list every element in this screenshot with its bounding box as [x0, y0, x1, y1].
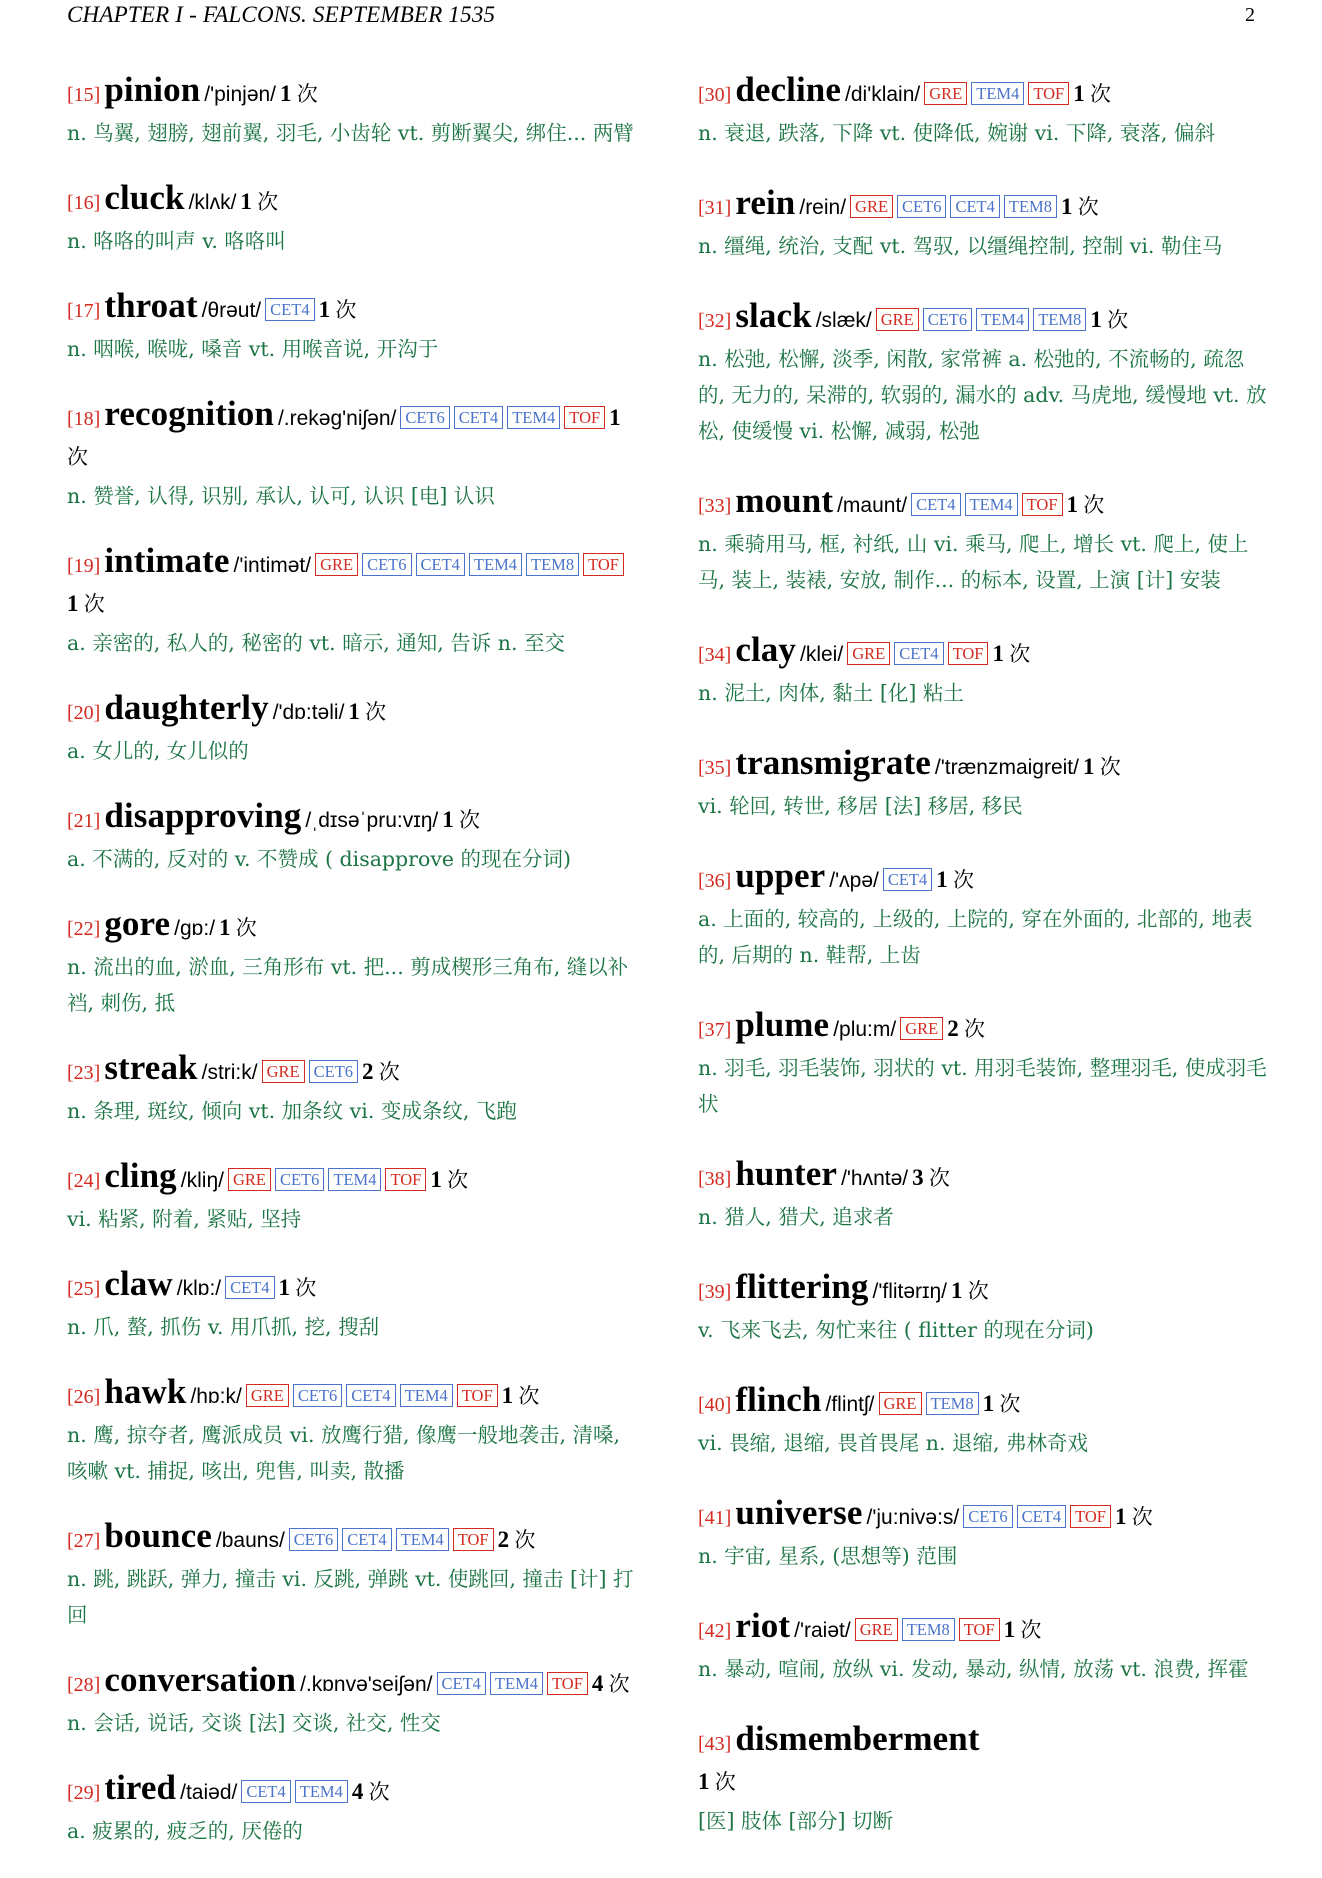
entry-headline	[67, 906, 639, 949]
entry-phonetic: /bauns/	[215, 1529, 285, 1552]
entry-phonetic: /klei/	[800, 643, 844, 666]
occurrence-number: 1	[240, 189, 252, 214]
entry-headline	[698, 745, 1270, 788]
page-header	[67, 0, 1255, 30]
entry-word: disapproving	[104, 796, 302, 835]
entry-definition: n. 羽毛, 羽毛装饰, 羽状的 vt. 用羽毛装饰, 整理羽毛, 使成羽毛状	[698, 1056, 1267, 1116]
exam-tag-tem4: TEM4	[469, 553, 522, 576]
exam-tag-gre: GRE	[850, 195, 893, 218]
entry-word: cling	[104, 1156, 177, 1195]
vocab-entry	[698, 298, 1270, 449]
entry-headline	[698, 1721, 1270, 1803]
entry-phonetic: /'hʌntə/	[841, 1167, 909, 1190]
entry-headline	[698, 72, 1270, 115]
vocab-entry	[67, 798, 639, 877]
entry-word: slack	[735, 296, 812, 335]
exam-tag-gre: GRE	[315, 553, 358, 576]
exam-tag-cet6: CET6	[293, 1384, 342, 1407]
occurrence-count: 1 次	[67, 591, 105, 616]
exam-tag-tem8: TEM8	[926, 1392, 979, 1415]
occurrence-number: 1	[318, 297, 331, 322]
exam-tag-cet6: CET6	[923, 308, 972, 331]
occurrence-count: 1 次	[430, 1167, 469, 1192]
exam-tag-tem8: TEM8	[1004, 195, 1057, 218]
entry-index: [35]	[698, 757, 732, 779]
entry-phonetic: /'ʌpə/	[829, 869, 879, 892]
exam-tag-tem4: TEM4	[965, 493, 1018, 516]
exam-tag-gre: GRE	[246, 1384, 289, 1407]
entry-word: recognition	[104, 394, 274, 433]
exam-tag-cet4: CET4	[416, 553, 465, 576]
entry-word: intimate	[104, 541, 230, 580]
vocab-entry	[698, 745, 1270, 824]
entry-definition: a. 不满的, 反对的 v. 不赞成 ( disapprove 的现在分词)	[67, 847, 572, 871]
occurrence-number: 1	[1003, 1617, 1016, 1642]
entry-headline	[67, 690, 639, 733]
exam-tag-gre: GRE	[847, 642, 890, 665]
exam-tag-cet4: CET4	[883, 868, 932, 891]
vocab-entry	[67, 1158, 639, 1237]
entry-index: [33]	[698, 495, 732, 517]
entry-index: [32]	[698, 310, 732, 332]
entry-phonetic: /stri:k/	[201, 1061, 258, 1084]
entry-index: [24]	[67, 1170, 101, 1192]
entry-phonetic: /'raiət/	[794, 1619, 851, 1642]
entry-word: hawk	[104, 1372, 187, 1411]
entry-definition: a. 亲密的, 私人的, 秘密的 vt. 暗示, 通知, 告诉 n. 至交	[67, 631, 566, 655]
occurrence-count: 1 次	[278, 1275, 317, 1300]
entry-index: [43]	[698, 1733, 732, 1755]
entry-headline	[698, 632, 1270, 675]
occurrence-number: 1	[982, 1391, 995, 1416]
entry-headline	[67, 396, 639, 478]
exam-tag-tof: TOF	[1028, 82, 1069, 105]
occurrence-number: 2	[947, 1016, 959, 1041]
entry-headline	[698, 858, 1270, 901]
vocab-entry	[67, 543, 639, 661]
entry-index: [20]	[67, 702, 101, 724]
occurrence-number: 1	[348, 699, 360, 724]
entry-index: [16]	[67, 192, 101, 214]
entry-definition: n. 宇宙, 星系, (思想等) 范围	[698, 1544, 958, 1568]
entry-headline	[67, 1158, 639, 1201]
entry-index: [19]	[67, 555, 101, 577]
entry-phonetic: /di'klain/	[845, 83, 921, 106]
entry-definition: n. 鸟翼, 翅膀, 翅前翼, 羽毛, 小齿轮 vt. 剪断翼尖, 绑住... 两臂	[67, 121, 634, 145]
entry-word: bounce	[104, 1516, 212, 1555]
exam-tag-cet4: CET4	[894, 642, 943, 665]
occurrence-number: 1	[1073, 81, 1085, 106]
occurrence-number: 1	[1114, 1504, 1127, 1529]
entry-word: hunter	[735, 1154, 838, 1193]
entry-index: [39]	[698, 1281, 732, 1303]
occurrence-count: 1 次	[219, 915, 257, 940]
entry-word: transmigrate	[735, 743, 931, 782]
exam-tag-tem8: TEM8	[1033, 308, 1086, 331]
occurrence-count: 1 次	[1066, 492, 1105, 517]
entry-index: [31]	[698, 197, 732, 219]
entry-headline	[67, 1770, 639, 1813]
exam-tag-gre: GRE	[262, 1060, 305, 1083]
exam-tag-tem8: TEM8	[526, 553, 579, 576]
occurrence-count: 2 次	[362, 1059, 400, 1084]
exam-tag-tof: TOF	[1070, 1505, 1111, 1528]
vocab-entry	[698, 72, 1270, 151]
exam-tag-gre: GRE	[855, 1618, 898, 1641]
entry-definition: n. 条理, 斑纹, 倾向 vt. 加条纹 vi. 变成条纹, 飞跑	[67, 1099, 517, 1123]
occurrence-count: 1 次	[698, 1769, 736, 1794]
occurrence-number: 4	[591, 1671, 604, 1696]
entry-index: [15]	[67, 84, 101, 106]
exam-tag-tem8: TEM8	[902, 1618, 955, 1641]
entry-index: [21]	[67, 810, 101, 832]
vocab-entry	[67, 1770, 639, 1849]
entry-headline	[698, 1495, 1270, 1538]
exam-tag-cet4: CET4	[1017, 1505, 1066, 1528]
entry-phonetic: /flintʃ/	[825, 1393, 875, 1416]
exam-tag-tof: TOF	[457, 1384, 498, 1407]
entry-definition: n. 泥土, 肉体, 黏土 [化] 粘土	[698, 681, 964, 705]
exam-tag-cet6: CET6	[400, 406, 449, 429]
right-column	[698, 72, 1270, 1873]
occurrence-count: 1 次	[318, 297, 357, 322]
entry-definition: n. 暴动, 喧闹, 放纵 vi. 发动, 暴动, 纵情, 放荡 vt. 浪费, 挥霍	[698, 1657, 1249, 1681]
entry-headline	[698, 1608, 1270, 1651]
entry-phonetic: /slæk/	[815, 309, 872, 332]
occurrence-number: 1	[219, 915, 231, 940]
entry-headline	[698, 298, 1270, 341]
entry-index: [18]	[67, 408, 101, 430]
entry-index: [23]	[67, 1062, 101, 1084]
occurrence-count: 1 次	[501, 1383, 540, 1408]
exam-tag-cet6: CET6	[963, 1505, 1012, 1528]
entry-word: throat	[104, 286, 198, 325]
entry-word: rein	[735, 183, 796, 222]
exam-tag-tem4: TEM4	[976, 308, 1029, 331]
vocab-entry	[698, 632, 1270, 711]
exam-tag-gre: GRE	[879, 1392, 922, 1415]
exam-tag-cet6: CET6	[897, 195, 946, 218]
vocab-entry	[698, 1269, 1270, 1348]
entry-phonetic: /klʌk/	[188, 191, 237, 214]
entry-index: [34]	[698, 644, 732, 666]
entry-word: flinch	[735, 1380, 822, 1419]
occurrence-number: 2	[362, 1059, 374, 1084]
exam-tag-tof: TOF	[583, 553, 624, 576]
entry-index: [27]	[67, 1530, 101, 1552]
entry-phonetic: /kliŋ/	[180, 1169, 224, 1192]
exam-tag-gre: GRE	[900, 1017, 943, 1040]
entry-phonetic: /.rekəg'niʃən/	[277, 407, 397, 430]
entry-phonetic: /klɒ:/	[176, 1277, 222, 1300]
chapter-title: CHAPTER I - FALCONS. SEPTEMBER 1535	[67, 2, 496, 27]
occurrence-count: 1 次	[951, 1278, 989, 1303]
exam-tag-cet4: CET4	[225, 1276, 274, 1299]
entry-definition: n. 咽喉, 喉咙, 嗓音 vt. 用喉音说, 开沟于	[67, 337, 439, 361]
entry-headline	[67, 1518, 639, 1561]
vocab-entry	[698, 1495, 1270, 1574]
occurrence-number: 1	[1066, 492, 1079, 517]
entry-definition: n. 衰退, 跌落, 下降 vt. 使降低, 婉谢 vi. 下降, 衰落, 偏斜	[698, 121, 1215, 145]
exam-tag-tem4: TEM4	[400, 1384, 453, 1407]
occurrence-number: 1	[609, 405, 621, 430]
exam-tag-cet6: CET6	[362, 553, 411, 576]
occurrence-count: 4 次	[351, 1779, 390, 1804]
entry-word: claw	[104, 1264, 173, 1303]
entry-index: [26]	[67, 1386, 101, 1408]
occurrence-count: 1 次	[67, 405, 621, 469]
entry-phonetic: /'trænzmaigreit/	[934, 756, 1079, 779]
exam-tag-cet4: CET4	[346, 1384, 395, 1407]
exam-tag-cet4: CET4	[342, 1528, 391, 1551]
entry-headline	[67, 288, 639, 331]
entry-index: [42]	[698, 1620, 732, 1642]
entry-definition: vi. 粘紧, 附着, 紧贴, 坚持	[67, 1207, 302, 1231]
vocab-entry	[698, 1156, 1270, 1235]
occurrence-count: 1 次	[1060, 194, 1099, 219]
vocab-entry	[67, 180, 639, 259]
exam-tag-tem4: TEM4	[971, 82, 1024, 105]
entry-phonetic: /plu:m/	[833, 1018, 897, 1041]
vocab-entry	[698, 1608, 1270, 1687]
exam-tag-tem4: TEM4	[328, 1168, 381, 1191]
entry-definition: v. 飞来飞去, 匆忙来往 ( flitter 的现在分词)	[698, 1318, 1094, 1342]
exam-tag-cet6: CET6	[289, 1528, 338, 1551]
exam-tag-cet6: CET6	[275, 1168, 324, 1191]
entry-index: [29]	[67, 1782, 101, 1804]
entry-headline	[67, 1374, 639, 1417]
entry-definition: a. 疲累的, 疲乏的, 厌倦的	[67, 1819, 303, 1843]
entry-headline	[67, 798, 639, 841]
exam-tag-tof: TOF	[1022, 493, 1063, 516]
occurrence-count: 1 次	[1090, 307, 1129, 332]
entry-headline	[67, 72, 639, 115]
entry-word: riot	[735, 1606, 791, 1645]
entry-index: [30]	[698, 84, 732, 106]
vocab-entry	[67, 396, 639, 514]
entry-index: [37]	[698, 1019, 732, 1041]
occurrence-count: 1 次	[442, 807, 480, 832]
exam-tag-cet4: CET4	[454, 406, 503, 429]
entry-index: [25]	[67, 1278, 101, 1300]
entry-definition: [医] 肢体 [部分] 切断	[698, 1809, 894, 1833]
occurrence-number: 1	[430, 1167, 442, 1192]
occurrence-count: 1 次	[1082, 754, 1121, 779]
occurrence-count: 3 次	[912, 1165, 950, 1190]
occurrence-number: 3	[912, 1165, 924, 1190]
occurrence-number: 1	[442, 807, 454, 832]
exam-tag-tem4: TEM4	[507, 406, 560, 429]
entry-index: [17]	[67, 300, 101, 322]
entry-definition: n. 流出的血, 淤血, 三角形布 vt. 把... 剪成楔形三角布, 缝以补裆, 刺伤, 抵	[67, 955, 629, 1015]
exam-tag-tof: TOF	[453, 1528, 494, 1551]
entry-phonetic: /hɒ:k/	[190, 1385, 242, 1408]
entry-word: daughterly	[104, 688, 269, 727]
vocab-entry	[67, 288, 639, 367]
entry-definition: n. 会话, 说话, 交谈 [法] 交谈, 社交, 性交	[67, 1711, 441, 1735]
occurrence-count: 1 次	[240, 189, 279, 214]
occurrence-count: 1 次	[992, 641, 1031, 666]
entry-phonetic: /'flitərɪŋ/	[872, 1280, 948, 1303]
vocab-entry	[698, 1007, 1270, 1122]
occurrence-count: 1 次	[1114, 1504, 1153, 1529]
exam-tag-tem4: TEM4	[396, 1528, 449, 1551]
entry-definition: n. 赞誉, 认得, 识别, 承认, 认可, 认识 [电] 认识	[67, 484, 495, 508]
entry-word: clay	[735, 630, 796, 669]
entry-phonetic: /ˌdɪsəˈpru:vɪŋ/	[305, 809, 439, 832]
exam-tag-cet4: CET4	[265, 298, 314, 321]
vocab-entry	[698, 1382, 1270, 1461]
occurrence-number: 2	[497, 1527, 510, 1552]
entry-phonetic: /.kɒnvə'seiʃən/	[300, 1673, 433, 1696]
exam-tag-cet4: CET4	[950, 195, 999, 218]
exam-tag-tof: TOF	[385, 1168, 426, 1191]
occurrence-number: 1	[698, 1769, 710, 1794]
exam-tag-cet6: CET6	[309, 1060, 358, 1083]
occurrence-number: 1	[501, 1383, 514, 1408]
vocab-entry	[67, 1662, 639, 1741]
exam-tag-tof: TOF	[959, 1618, 1000, 1641]
entry-definition: vi. 畏缩, 退缩, 畏首畏尾 n. 退缩, 弗林奇戏	[698, 1431, 1089, 1455]
entry-headline	[67, 180, 639, 223]
entry-word: conversation	[104, 1660, 297, 1699]
vocab-entry	[67, 1266, 639, 1345]
entry-headline	[698, 1269, 1270, 1312]
entry-definition: n. 鹰, 掠夺者, 鹰派成员 vi. 放鹰行猎, 像鹰一般地袭击, 清嗓, 咳嗽 vt. 捕捉, 咳出, 兜售, 叫卖, 散播	[67, 1423, 621, 1483]
entry-word: upper	[735, 856, 826, 895]
exam-tag-tof: TOF	[564, 406, 605, 429]
vocab-entry	[67, 906, 639, 1021]
entry-headline	[698, 483, 1270, 526]
entry-word: decline	[735, 70, 842, 109]
entry-word: tired	[104, 1768, 177, 1807]
exam-tag-cet4: CET4	[437, 1672, 486, 1695]
entry-word: universe	[735, 1493, 863, 1532]
occurrence-count: 2 次	[947, 1016, 985, 1041]
entry-headline	[698, 1382, 1270, 1425]
entry-word: flittering	[735, 1267, 869, 1306]
occurrence-number: 4	[351, 1779, 364, 1804]
entry-headline	[698, 1007, 1270, 1050]
page-number: 2	[1245, 4, 1255, 26]
entry-word: pinion	[104, 70, 201, 109]
entry-headline	[67, 1050, 639, 1093]
entry-word: plume	[735, 1005, 830, 1044]
vocab-entry	[67, 690, 639, 769]
exam-tag-tof: TOF	[547, 1672, 588, 1695]
entry-phonetic: /θrəut/	[201, 299, 262, 322]
vocab-entry	[698, 858, 1270, 973]
occurrence-number: 1	[992, 641, 1004, 666]
entry-definition: a. 上面的, 较高的, 上级的, 上院的, 穿在外面的, 北部的, 地表的, 后期的 n. 鞋帮, 上齿	[698, 907, 1253, 967]
entry-phonetic: /rein/	[799, 196, 847, 219]
vocab-entry	[67, 1050, 639, 1129]
entry-phonetic: /'dɒ:təli/	[272, 701, 345, 724]
entry-definition: vi. 轮回, 转世, 移居 [法] 移居, 移民	[698, 794, 1023, 818]
entry-index: [40]	[698, 1394, 732, 1416]
exam-tag-gre: GRE	[924, 82, 967, 105]
occurrence-count: 1 次	[348, 699, 387, 724]
vocab-entry	[67, 1374, 639, 1489]
exam-tag-tem4: TEM4	[295, 1780, 348, 1803]
entry-headline	[67, 1662, 639, 1705]
entry-index: [22]	[67, 918, 101, 940]
exam-tag-cet4: CET4	[911, 493, 960, 516]
occurrence-count: 1 次	[1073, 81, 1111, 106]
entry-phonetic: /'pinjən/	[204, 83, 277, 106]
entry-definition: n. 跳, 跳跃, 弹力, 撞击 vi. 反跳, 弹跳 vt. 使跳回, 撞击 [计] 打回	[67, 1567, 634, 1627]
vocab-entry	[67, 72, 639, 151]
entry-definition: n. 乘骑用马, 框, 衬纸, 山 vi. 乘马, 爬上, 增长 vt. 爬上, 使上马, 装上, 装裱, 安放, 制作... 的标本, 设置, 上演 [计] 安装	[698, 532, 1249, 592]
occurrence-number: 1	[67, 591, 79, 616]
entry-definition: n. 猎人, 猎犬, 追求者	[698, 1205, 894, 1229]
entry-definition: n. 爪, 螯, 抓伤 v. 用爪抓, 挖, 搜刮	[67, 1315, 380, 1339]
entry-headline	[67, 543, 639, 625]
left-column	[67, 72, 639, 1878]
entry-definition: a. 女儿的, 女儿似的	[67, 739, 249, 763]
entry-headline	[698, 185, 1270, 228]
vocab-entry	[67, 1518, 639, 1633]
entry-word: mount	[735, 481, 834, 520]
occurrence-number: 1	[1090, 307, 1102, 332]
entry-phonetic: /maunt/	[837, 494, 908, 517]
vocab-entry	[698, 483, 1270, 598]
entry-phonetic: /taiəd/	[180, 1781, 238, 1804]
entry-definition: n. 松弛, 松懈, 淡季, 闲散, 家常裤 a. 松弛的, 不流畅的, 疏忽的, 无力的, 呆滞的, 软弱的, 漏水的 adv. 马虎地, 缓慢地 vt. 放松, 使缓慢 vi. 松懈, 减弱, 松弛	[698, 347, 1267, 443]
exam-tag-cet4: CET4	[241, 1780, 290, 1803]
vocab-entry	[698, 185, 1270, 264]
entry-word: gore	[104, 904, 171, 943]
entry-word: dismemberment	[735, 1719, 980, 1758]
exam-tag-tof: TOF	[948, 642, 989, 665]
entry-index: [36]	[698, 870, 732, 892]
occurrence-count: 1 次	[982, 1391, 1021, 1416]
occurrence-count: 2 次	[497, 1527, 536, 1552]
entry-word: cluck	[104, 178, 185, 217]
entry-index: [28]	[67, 1674, 101, 1696]
occurrence-number: 1	[951, 1278, 963, 1303]
entry-phonetic: /gɒ:/	[174, 917, 216, 940]
entry-word: streak	[104, 1048, 198, 1087]
occurrence-number: 1	[280, 81, 292, 106]
exam-tag-tem4: TEM4	[490, 1672, 543, 1695]
entry-index: [41]	[698, 1507, 732, 1529]
occurrence-count: 4 次	[591, 1671, 630, 1696]
entry-index: [38]	[698, 1168, 732, 1190]
entry-phonetic: /'intimət/	[233, 554, 312, 577]
vocab-entry	[698, 1721, 1270, 1839]
occurrence-number: 1	[936, 867, 948, 892]
occurrence-count: 1 次	[1003, 1617, 1042, 1642]
entry-headline	[698, 1156, 1270, 1199]
occurrence-count: 1 次	[280, 81, 318, 106]
entry-headline	[67, 1266, 639, 1309]
exam-tag-gre: GRE	[228, 1168, 271, 1191]
occurrence-count: 1 次	[936, 867, 975, 892]
exam-tag-gre: GRE	[876, 308, 919, 331]
occurrence-number: 1	[1082, 754, 1095, 779]
occurrence-number: 1	[278, 1275, 291, 1300]
entry-definition: n. 缰绳, 统治, 支配 vt. 驾驭, 以缰绳控制, 控制 vi. 勒住马	[698, 234, 1223, 258]
entry-definition: n. 咯咯的叫声 v. 咯咯叫	[67, 229, 286, 253]
occurrence-number: 1	[1060, 194, 1073, 219]
entry-phonetic: /'ju:nivə:s/	[866, 1506, 960, 1529]
